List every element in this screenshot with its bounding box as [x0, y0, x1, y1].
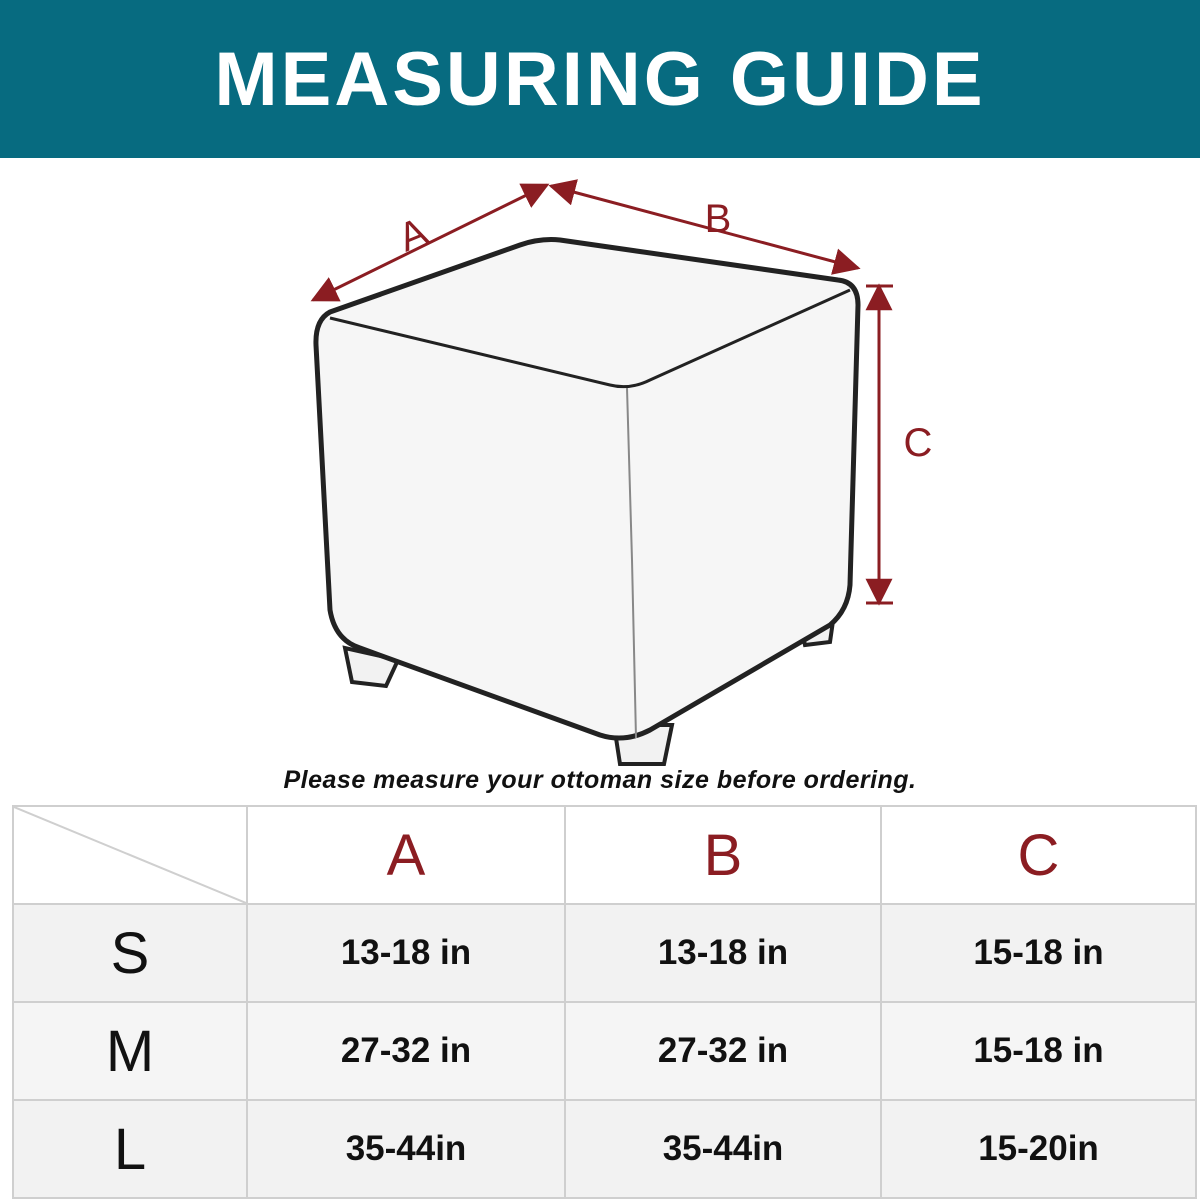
column-header-b: B — [565, 806, 881, 904]
cell-l-b: 35-44in — [565, 1100, 881, 1198]
size-label-l: L — [13, 1100, 247, 1198]
header-banner — [0, 0, 1200, 158]
table-row — [13, 904, 1196, 1002]
table-corner — [13, 806, 247, 904]
page-title: MEASURING GUIDE — [214, 36, 986, 122]
cell-m-c: 15-18 in — [881, 1002, 1196, 1100]
cell-s-a: 13-18 in — [247, 904, 565, 1002]
size-table — [12, 805, 1197, 1199]
ottoman-body — [316, 240, 858, 738]
dimension-c-label: C — [903, 421, 933, 465]
ottoman-illustration — [0, 158, 1200, 773]
size-label-m: M — [13, 1002, 247, 1100]
table-header-row — [13, 806, 1196, 904]
cell-s-c: 15-18 in — [881, 904, 1196, 1002]
cell-m-b: 27-32 in — [565, 1002, 881, 1100]
dimension-a-label: A — [392, 209, 434, 261]
column-header-a: A — [247, 806, 565, 904]
measure-note: Please measure your ottoman size before ordering. — [283, 766, 917, 794]
cell-m-a: 27-32 in — [247, 1002, 565, 1100]
ottoman-diagram — [0, 158, 1200, 773]
cell-l-a: 35-44in — [247, 1100, 565, 1198]
cell-l-c: 15-20in — [881, 1100, 1196, 1198]
column-header-c: C — [881, 806, 1196, 904]
dimension-b-label: B — [704, 197, 732, 241]
cell-s-b: 13-18 in — [565, 904, 881, 1002]
table-row — [13, 1100, 1196, 1198]
size-label-s: S — [13, 904, 247, 1002]
table-row — [13, 1002, 1196, 1100]
corner-diagonal — [14, 807, 246, 903]
